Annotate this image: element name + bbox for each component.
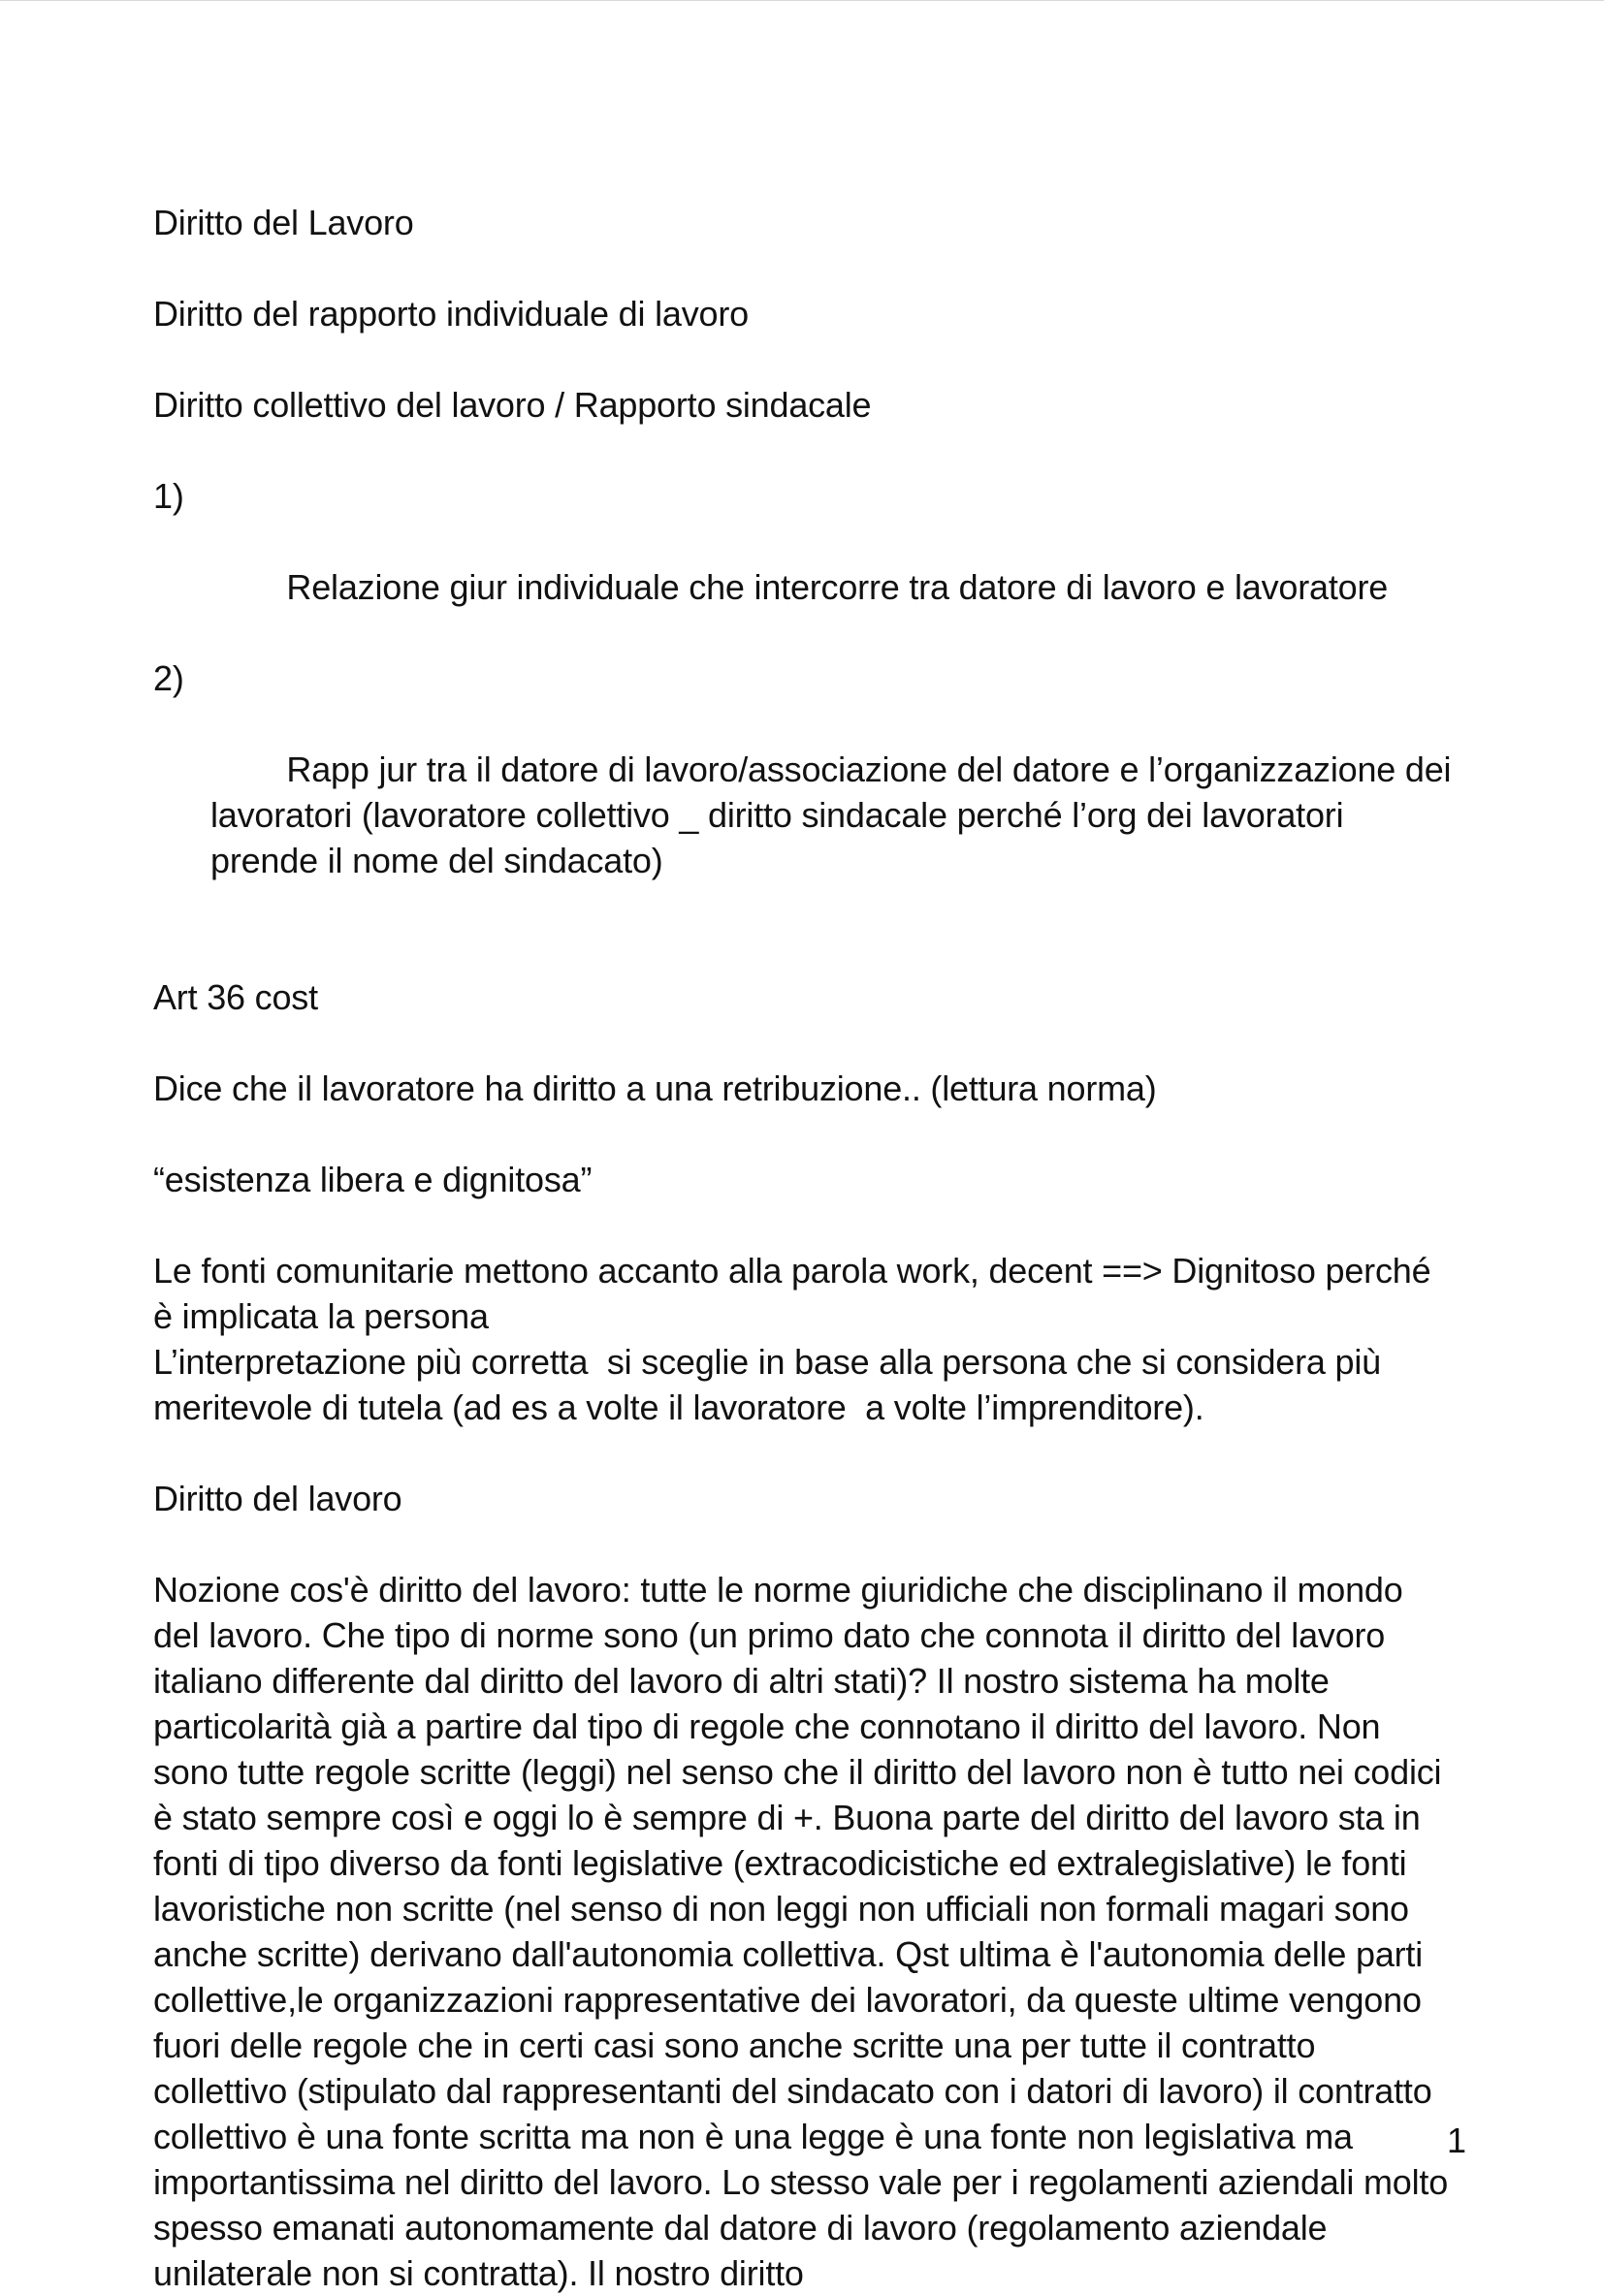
section-heading-diritto-del-lavoro: Diritto del lavoro [153, 1479, 402, 1518]
numbered-list [153, 473, 1461, 929]
heading-diritto-collettivo: Diritto collettivo del lavoro / Rapporto sindacale [153, 385, 872, 425]
list-item-number: 2) [153, 658, 184, 698]
heading-rapporto-individuale: Diritto del rapporto individuale di lavoro [153, 294, 749, 334]
list-item [153, 655, 1461, 929]
list-item-text: Relazione giur individuale che intercorre tra datore di lavoro e lavoratore [286, 567, 1389, 607]
list-item-number: 1) [153, 476, 184, 516]
quote-text: “esistenza libera e dignitosa” [153, 1160, 593, 1199]
art-36-text: Dice che il lavoratore ha diritto a una retribuzione.. (lettura norma) [153, 1068, 1157, 1108]
fonti-comunitarie-text: Le fonti comunitarie mettono accanto alla parola work, decent ==> Dignitoso perché è implicata la persona [153, 1251, 1441, 1336]
list-item-text: Rapp jur tra il datore di lavoro/associazione del datore e l’organizzazione dei lavoratori (lavoratore collettivo _ diritto sindacale perché l’org dei lavoratori prende il nome del sindacato) [210, 749, 1461, 880]
page-content [153, 200, 1461, 2296]
art-36-heading: Art 36 cost [153, 977, 318, 1017]
interpretazione-text: L’interpretazione più corretta si sceglie in base alla persona che si considera più meritevole di tutela (ad es a volte il lavoratore a volte l’imprenditore). [153, 1342, 1391, 1427]
page-number: 1 [1446, 2121, 1466, 2160]
heading-diritto-del-lavoro: Diritto del Lavoro [153, 203, 414, 242]
body-paragraph: Nozione cos'è diritto del lavoro: tutte le norme giuridiche che disciplinano il mondo del lavoro. Che tipo di norme sono (un primo dato che connota il diritto del lavoro italiano differente dal diritto del lavoro di altri stati)? Il nostro sistema ha molte particolarità già a partire dal tipo di regole che connotano il diritto del lavoro. Non sono tutte regole scritte (leggi) nel senso che il diritto del lavoro non è tutto nei codici è stato sempre così e oggi lo è sempre di +. Buona parte del diritto del lavoro sta in fonti di tipo diverso da fonti legislative (extracodicistiche ed extralegislative) le fonti lavoristiche non scritte (nel senso di non leggi non ufficiali non formali magari sono anche scritte) derivano dall'autonomia collettiva. Qst ultima è l'autonomia delle parti collettive,le organizzazioni rappresentative dei lavoratori, da queste ultime vengono fuori delle regole che in certi casi sono anche scritte una per tutte il contratto collettivo (stipulato dal rappresentanti del sindacato con i datori di lavoro) il contratto collettivo è una fonte scritta ma non è una legge è una fonte non legislativa ma importantissima nel diritto del lavoro. Lo stesso vale per i regolamenti aziendali molto spesso emanati autonomamente dal datore di lavoro (regolamento aziendale unilaterale non si contratta). Il nostro diritto [153, 1570, 1458, 2293]
list-item [153, 473, 1453, 655]
